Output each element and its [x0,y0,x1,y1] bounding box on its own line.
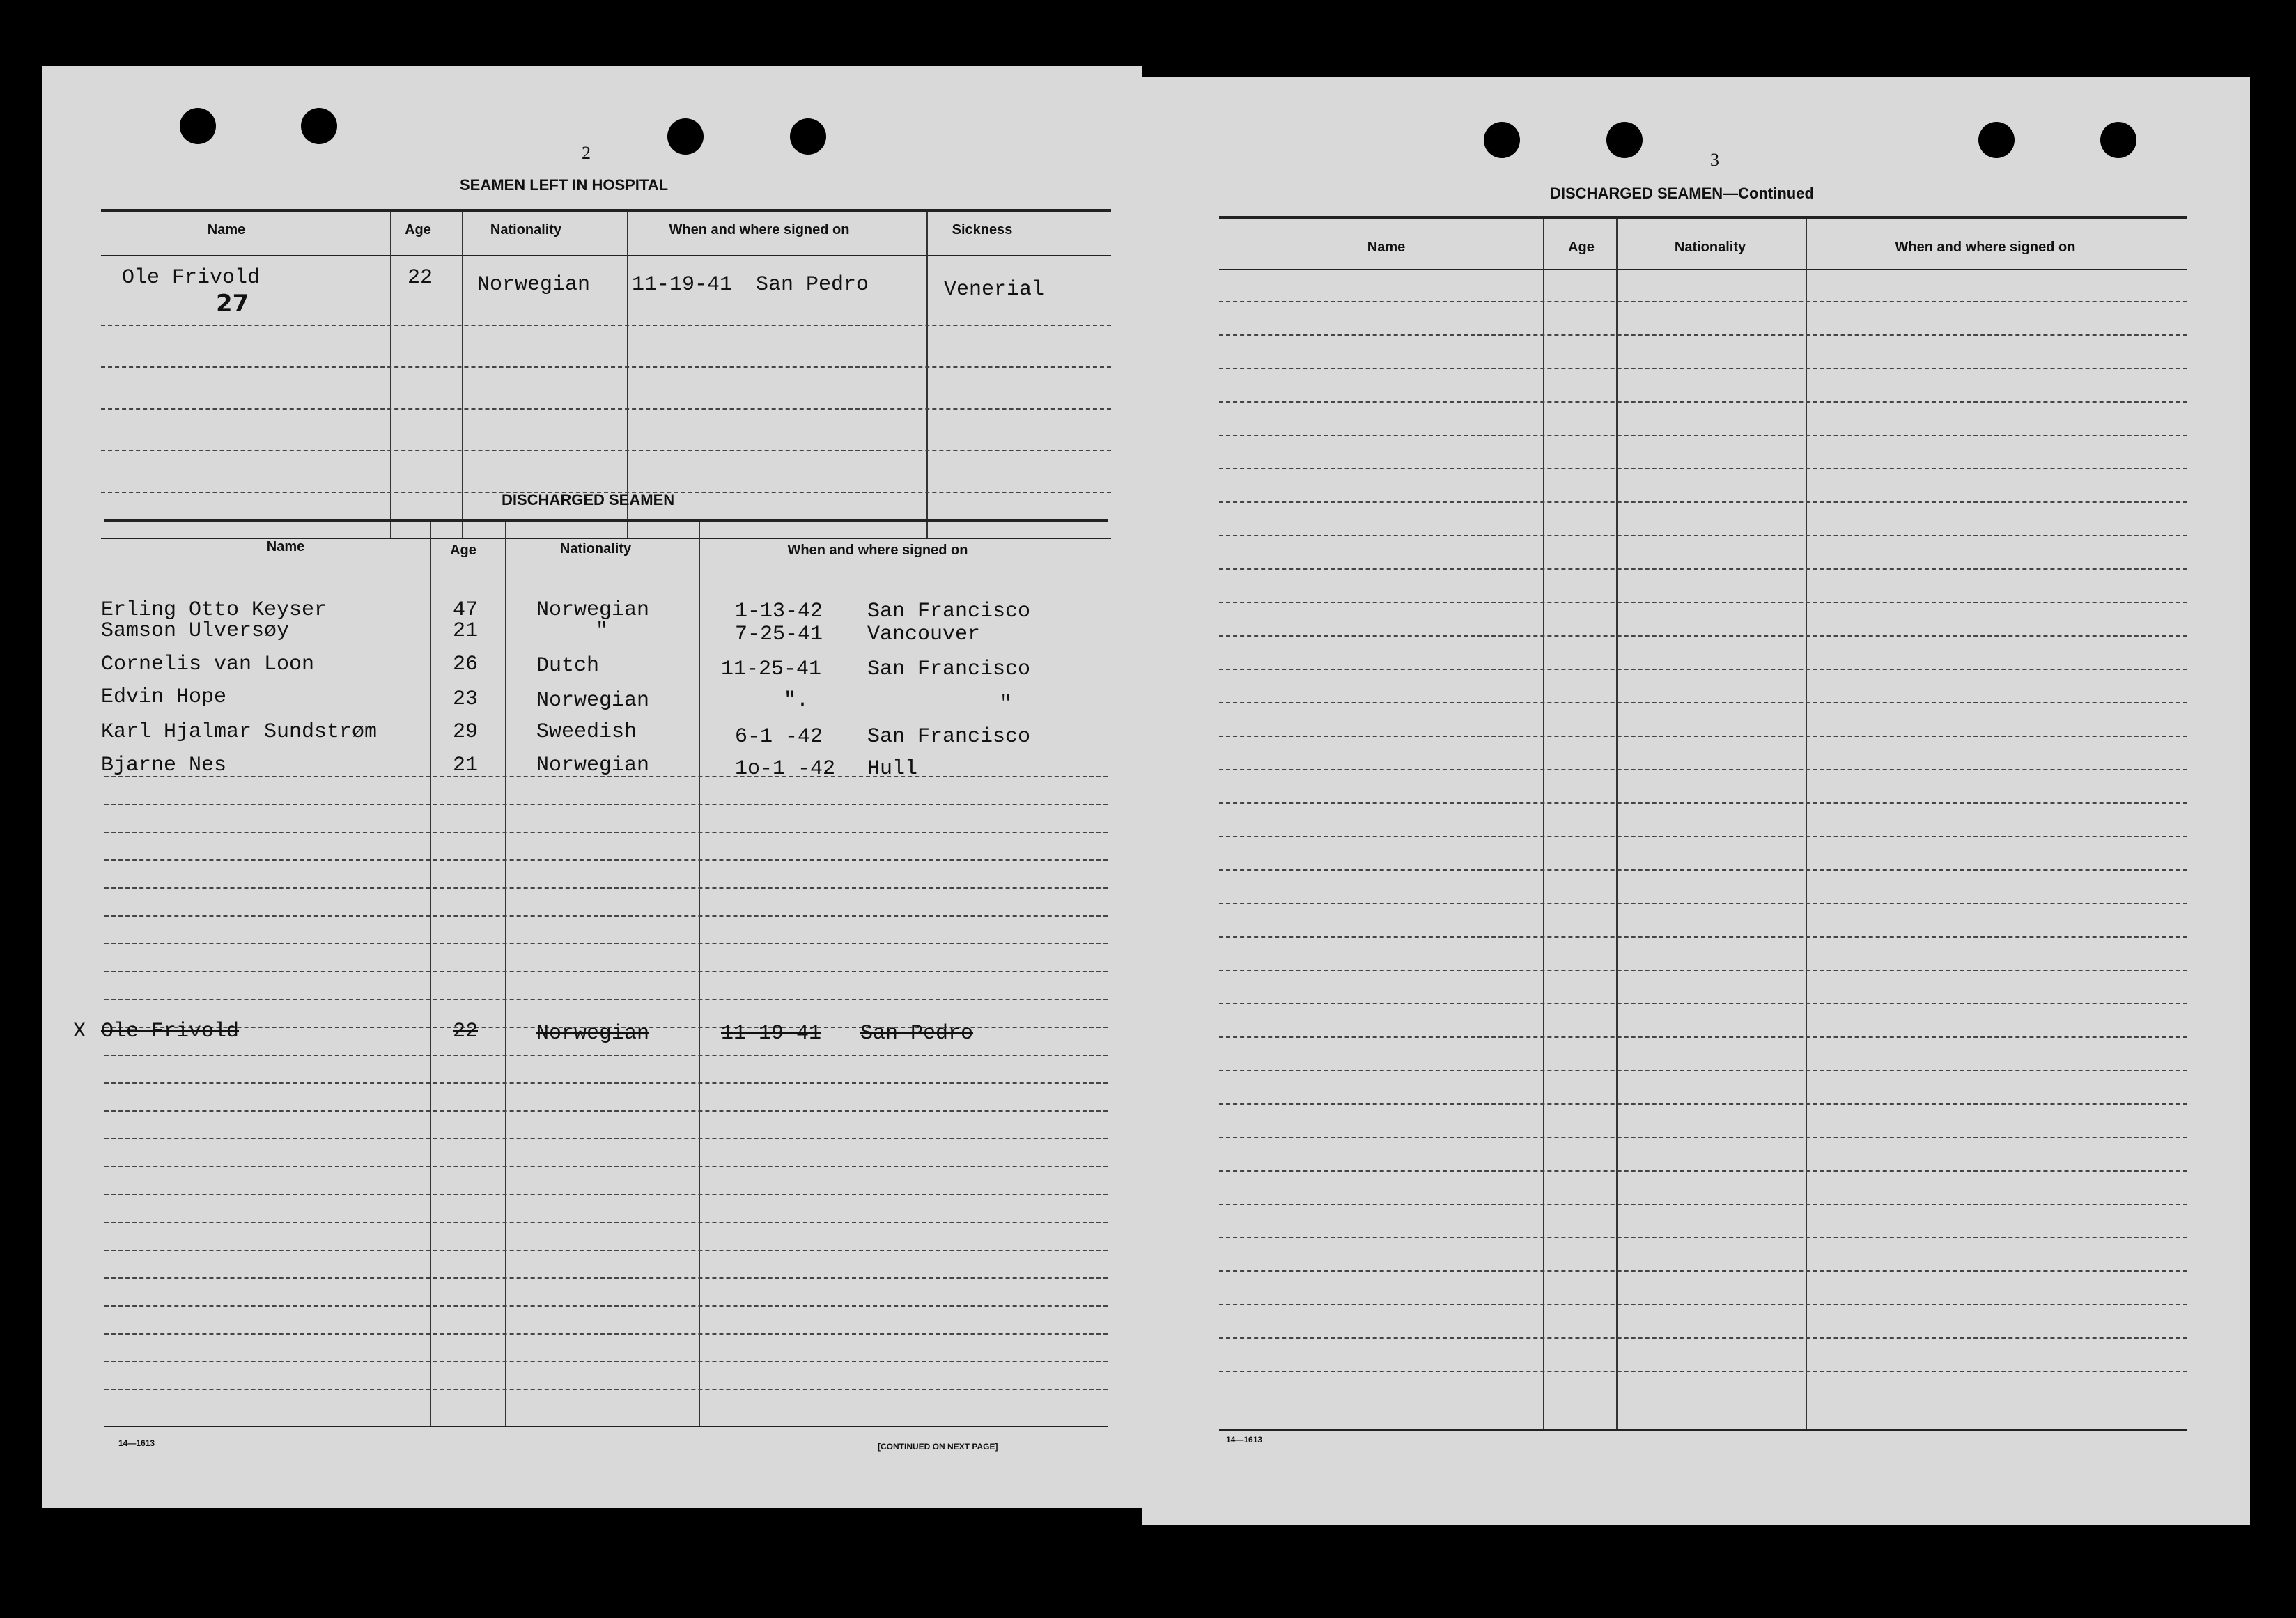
form-number: 14—1613 [118,1438,155,1448]
seaman-name: Ole Frivold [101,1020,240,1043]
page-number: 2 [582,143,591,163]
column-header: Age [405,222,431,238]
seaman-date: 11-25-41 [721,658,822,681]
left-page [42,66,1142,1508]
seaman-date: 7-25-41 [735,623,823,646]
punch-hole [180,108,216,144]
column-header: Sickness [952,222,1013,238]
x-mark: X [73,1020,86,1043]
seaman-nationality: Sweedish [536,720,637,744]
seaman-name: Cornelis van Loon [101,653,315,676]
punch-hole [667,118,704,155]
seaman-place: " [1000,692,1013,716]
discharged-continued-table [1219,216,2187,1431]
column-header: Name [266,539,305,554]
hospital-nationality: Norwegian [477,273,591,297]
seaman-place: San Francisco [867,658,1031,681]
hospital-name: Ole Frivold [122,266,261,290]
hospital-date: 11-19-41 [632,273,733,297]
seaman-nationality: Norwegian [536,598,650,622]
right-page [1142,77,2250,1525]
seaman-date: 11-19-41 [721,1022,822,1045]
seaman-name: Samson Ulversøy [101,619,290,643]
column-header: Age [450,543,476,558]
discharged-table [73,519,1108,1427]
seaman-date: 1-13-42 [735,600,823,623]
handwritten-annotation: 27 [216,290,249,318]
punch-hole [1484,122,1520,158]
column-header: Name [1367,240,1406,255]
column-header: Nationality [559,541,632,557]
seaman-nationality: Norwegian [536,1022,650,1045]
punch-hole [790,118,826,155]
hospital-table [101,209,1111,539]
page-number: 3 [1710,150,1719,170]
seaman-nationality: Norwegian [536,754,650,777]
punch-hole [301,108,337,144]
hospital-title: SEAMEN LEFT IN HOSPITAL [460,176,669,194]
seaman-name: Karl Hjalmar Sundstrøm [101,720,378,744]
continued-note: [CONTINUED ON NEXT PAGE] [878,1442,998,1452]
seaman-age: 21 [453,754,479,777]
discharged-continued-title: DISCHARGED SEAMEN—Continued [1550,185,1814,202]
hospital-sickness: Venerial [944,278,1045,302]
seaman-name: Edvin Hope [101,685,227,709]
seaman-age: 23 [453,687,479,711]
seaman-age: 21 [453,619,479,643]
seaman-date: 1o-1 -42 [735,757,836,781]
seaman-age: 26 [453,653,479,676]
seaman-age: 47 [453,598,479,622]
seaman-date: ". [784,689,809,713]
seaman-place: San Pedro [860,1022,974,1045]
seaman-place: Vancouver [867,623,981,646]
seaman-place: Hull [867,757,918,781]
form-number: 14—1613 [1226,1435,1263,1445]
column-header: When and where signed on [1895,240,2076,255]
seaman-nationality: Norwegian [536,689,650,713]
seaman-place: San Francisco [867,725,1031,749]
hospital-place: San Pedro [756,273,869,297]
seaman-place: San Francisco [867,600,1031,623]
column-header: Nationality [1674,240,1746,255]
column-header: Age [1568,240,1595,255]
seaman-name: Bjarne Nes [101,754,227,777]
seaman-date: 6-1 -42 [735,725,823,749]
seaman-age: 29 [453,720,479,744]
punch-hole [1978,122,2015,158]
column-header: When and where signed on [787,543,968,558]
seaman-nationality: " [596,619,609,643]
column-header: When and where signed on [669,222,850,238]
column-header: Name [207,222,246,238]
discharged-title: DISCHARGED SEAMEN [502,491,675,508]
seaman-age: 22 [453,1020,479,1043]
punch-hole [2100,122,2136,158]
punch-hole [1606,122,1643,158]
hospital-age: 22 [408,266,433,290]
seaman-nationality: Dutch [536,654,600,678]
column-header: Nationality [490,222,562,238]
seaman-name: Erling Otto Keyser [101,598,327,622]
